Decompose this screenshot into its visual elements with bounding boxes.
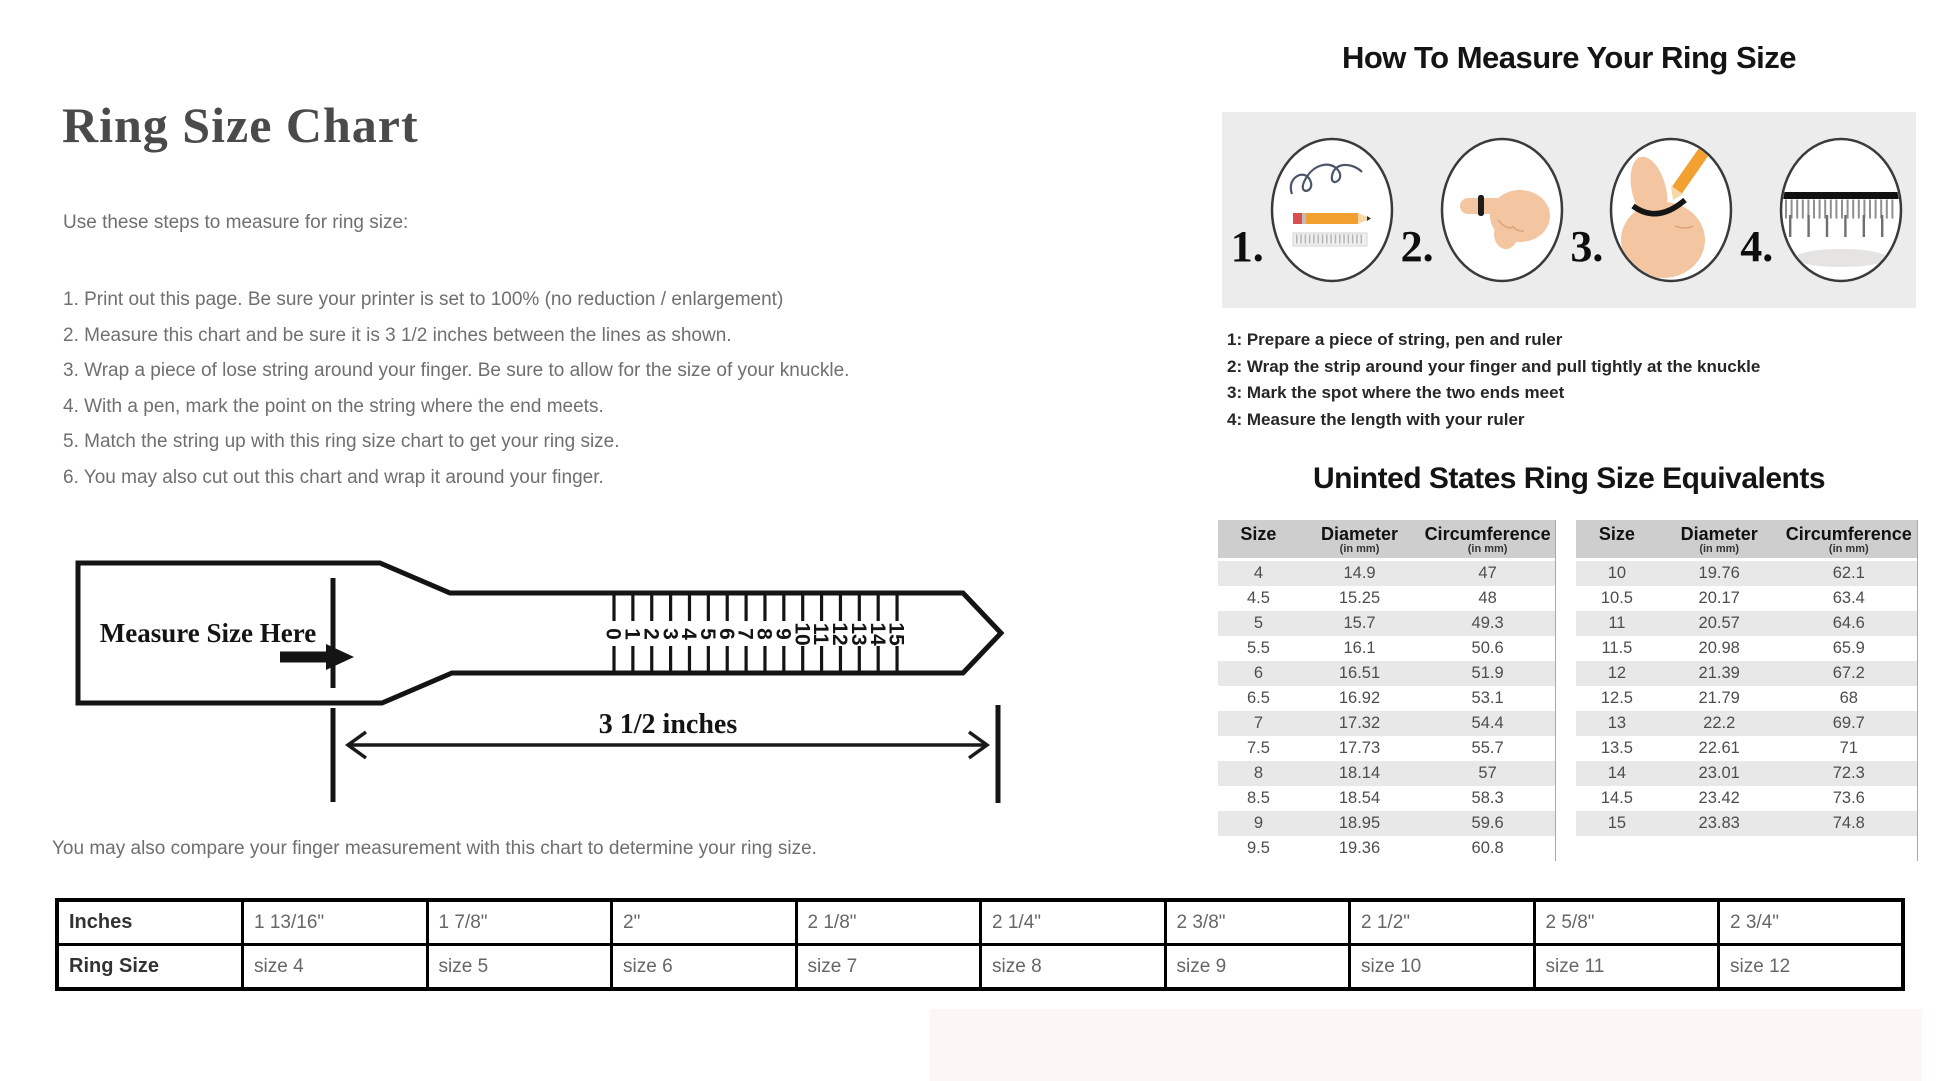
table-cell: 23.01 [1698,764,1740,782]
table-cell: 67.2 [1832,664,1865,682]
sizer-tick-number: 9 [771,628,795,640]
table-cell: 72.3 [1832,764,1865,782]
table-cell: 14 [1607,764,1627,782]
table-row [1218,661,1555,686]
measure-step: 1. Print out this page. Be sure your printer is set to 100% (no reduction / enlargement) [63,289,784,310]
table-row [1576,811,1917,836]
bottom-tint-strip [930,1009,1922,1081]
table-cell: 17.32 [1338,714,1381,732]
table-cell: 71 [1839,739,1858,757]
table-cell: 14.9 [1343,564,1376,582]
table-row [1218,811,1555,836]
table-cell: 17.73 [1338,739,1381,757]
inches-cell: 2" [612,900,797,945]
figure-step-1 [1231,134,1398,286]
sizer-tick-number: 14 [865,622,889,646]
diameter-unit-label: (in mm) [1339,543,1380,555]
table-cell: 51.9 [1471,664,1504,682]
table-row [1576,636,1917,661]
ring-size-cell: size 7 [796,945,981,990]
how-step: 3: Mark the spot where the two ends meet [1227,383,1565,402]
inches-row [57,900,1903,945]
table-cell: 57 [1478,764,1497,782]
table-cell: 18.54 [1338,789,1381,807]
table-cell: 14.5 [1600,789,1633,807]
table-cell: 5.5 [1246,639,1270,657]
sizer-tick-number: 15 [884,622,908,646]
table-cell: 20.57 [1698,614,1740,632]
table-cell: 12.5 [1600,689,1633,707]
how-step: 4: Measure the length with your ruler [1227,409,1525,429]
ring-size-row-label: Ring Size [57,945,243,990]
table-cell: 15.7 [1343,614,1376,632]
ring-sizer-diagram [60,545,1010,815]
table-cell: 62.1 [1832,564,1865,582]
table-cell: 49.3 [1471,614,1504,632]
empty-cell [1658,836,1781,861]
finger-string-icon [1436,134,1568,286]
string-pen-ruler-icon [1266,134,1398,286]
table-cell: 18.14 [1338,764,1381,782]
table-cell: 9 [1253,814,1264,832]
table-row [1218,736,1555,761]
table-cell: 68 [1839,689,1858,707]
sizer-tick-number: 8 [752,628,776,640]
table-cell: 15 [1607,814,1627,832]
equivalents-title: Uninted States Ring Size Equivalents [1312,462,1826,495]
table-cell: 22.2 [1703,714,1736,732]
ring-size-cell: size 11 [1534,945,1719,990]
table-row [1576,711,1917,736]
sizer-tick-number: 4 [677,628,701,640]
table-cell: 16.92 [1338,689,1381,707]
size-header: Size [1576,520,1658,561]
inches-cell: 2 5/8" [1534,900,1719,945]
table-cell: 21.39 [1698,664,1740,682]
inches-cell: 2 3/8" [1165,900,1350,945]
table-row [1576,736,1917,761]
how-to-measure-title: How To Measure Your Ring Size [1341,40,1796,75]
diameter-header-label: Diameter [1680,524,1758,544]
figure-number-2: 2. [1400,222,1434,271]
sizer-tick-number: 12 [828,622,852,646]
table-cell: 22.61 [1698,739,1740,757]
table-cell: 19.76 [1698,564,1740,582]
figure-step-4 [1740,134,1907,286]
table-cell: 16.1 [1343,639,1376,657]
intro-text: Use these steps to measure for ring size: [63,212,409,233]
ring-size-cell: size 4 [243,945,428,990]
figure-number-4: 4. [1740,222,1774,271]
table-cell: 13.5 [1600,739,1633,757]
circumference-header-label: Circumference [1424,524,1551,544]
inches-cell: 2 1/4" [981,900,1166,945]
table-cell: 73.6 [1832,789,1865,807]
table-cell: 50.6 [1471,639,1504,657]
how-to-figures-panel [1222,112,1916,308]
inches-row-label: Inches [57,900,243,945]
mark-string-icon [1605,134,1737,286]
sizer-tick-number: 6 [714,628,738,640]
table-cell: 6 [1253,664,1264,682]
measure-step: 5. Match the string up with this ring size chart to get your ring size. [63,431,620,453]
inches-cell: 1 7/8" [427,900,612,945]
how-step: 1: Prepare a piece of string, pen and ruler [1227,330,1563,349]
table-cell: 64.6 [1832,614,1865,632]
table-cell: 47 [1478,564,1497,582]
measure-step: 4. With a pen, mark the point on the string where the end meets. [63,395,604,417]
table-row [1218,786,1555,811]
table-cell: 21.79 [1698,689,1740,707]
table-cell: 10 [1607,564,1627,582]
sizer-tick-number: 10 [790,622,814,646]
ring-size-row [57,945,1903,990]
empty-cell [1576,836,1658,861]
empty-cell [1781,836,1917,861]
table-cell: 6.5 [1246,689,1270,707]
table-cell: 54.4 [1471,714,1504,732]
measure-step: 2. Measure this chart and be sure it is 3 1/2 inches between the lines as shown. [63,324,732,346]
sizer-tick-number: 0 [601,628,625,640]
figure-number-1: 1. [1230,222,1264,271]
sizer-tick-number: 7 [733,628,757,640]
how-step: 2: Wrap the strip around your finger and pull tightly at the knuckle [1227,356,1761,376]
table-cell: 11.5 [1601,639,1633,657]
table-row [1576,786,1917,811]
figure-number-3: 3. [1570,222,1604,271]
table-cell: 13 [1607,714,1627,732]
table-cell: 20.98 [1698,639,1740,657]
table-cell: 20.17 [1698,589,1740,607]
inches-cell: 2 1/2" [1350,900,1535,945]
table-cell: 23.83 [1698,814,1740,832]
compare-note: You may also compare your finger measurement with this chart to determine your ring size. [52,838,817,859]
diameter-header-label: Diameter [1321,524,1399,544]
table-cell: 16.51 [1338,664,1381,682]
span-width-label: 3 1/2 inches [598,709,738,740]
table-cell: 53.1 [1471,689,1504,707]
diameter-header [1299,520,1420,561]
diameter-header [1658,520,1781,561]
empty-row [1576,836,1917,861]
circumference-header-label: Circumference [1785,524,1912,544]
table-row [1576,761,1917,786]
table-cell: 7 [1253,714,1264,732]
table-cell: 4.5 [1246,589,1270,607]
equivalents-table-left [1218,520,1556,861]
measure-here-label: Measure Size Here [99,618,317,648]
table-cell: 9.5 [1246,839,1270,857]
ruler-measure-icon [1775,134,1907,286]
page-title: Ring Size Chart [62,97,419,153]
ring-size-cell: size 5 [427,945,612,990]
circumference-unit-label: (in mm) [1828,543,1869,555]
table-row [1576,686,1917,711]
table-cell: 18.95 [1338,814,1381,832]
measure-step: 3. Wrap a piece of lose string around your finger. Be sure to allow for the size of your knuckle. [63,360,850,382]
measure-step: 6. You may also cut out this chart and wrap it around your finger. [63,466,604,488]
table-cell: 65.9 [1832,639,1865,657]
ring-size-cell: size 6 [612,945,797,990]
table-cell: 58.3 [1471,789,1504,807]
inches-cell: 1 13/16" [243,900,428,945]
table-row [1218,711,1555,736]
table-row [1218,836,1555,861]
table-cell: 48 [1478,589,1497,607]
table-row [1218,636,1555,661]
table-cell: 55.7 [1471,739,1504,757]
table-cell: 15.25 [1338,589,1381,607]
table-cell: 12 [1607,664,1627,682]
table-cell: 11 [1608,614,1626,632]
table-cell: 59.6 [1471,814,1504,832]
inches-cell: 2 1/8" [796,900,981,945]
table-cell: 10.5 [1600,589,1633,607]
figure-step-2 [1401,134,1568,286]
table-cell: 7.5 [1246,739,1270,757]
inches-cell: 2 3/4" [1719,900,1904,945]
header-row [1576,520,1917,561]
ring-size-cell: size 12 [1719,945,1904,990]
sizer-tick-number: 2 [639,628,663,640]
table-row [1218,761,1555,786]
sizer-tick-number: 5 [696,628,719,640]
table-row [1576,611,1917,636]
table-row [1218,611,1555,636]
measure-steps-list [63,282,849,496]
diameter-unit-label: (in mm) [1699,543,1740,555]
table-row [1218,686,1555,711]
header-row [1218,520,1555,561]
sizer-tick-number: 11 [809,622,833,646]
table-row [1576,661,1917,686]
table-cell: 23.42 [1698,789,1740,807]
table-row [1576,561,1917,586]
sizer-tick-number: 1 [620,628,644,640]
ring-size-cell: size 10 [1350,945,1535,990]
inch-to-ring-size-table [55,898,1905,991]
how-steps-list [1227,327,1760,433]
table-cell: 4 [1253,564,1264,582]
table-cell: 69.7 [1832,714,1865,732]
table-cell: 60.8 [1471,839,1504,857]
table-cell: 74.8 [1832,814,1865,832]
table-row [1218,586,1555,611]
circumference-unit-label: (in mm) [1467,543,1508,555]
sizer-tick-number: 13 [846,622,870,646]
size-header: Size [1218,520,1299,561]
table-cell: 5 [1253,614,1264,632]
ring-size-cell: size 8 [981,945,1166,990]
ring-size-cell: size 9 [1165,945,1350,990]
table-cell: 8.5 [1246,789,1270,807]
table-cell: 19.36 [1338,839,1381,857]
figure-step-3 [1570,134,1737,286]
circumference-header [1781,520,1917,561]
circumference-header [1420,520,1555,561]
table-cell: 8 [1253,764,1264,782]
table-row [1218,561,1555,586]
equivalents-table-right [1576,520,1918,861]
table-row [1576,586,1917,611]
table-cell: 63.4 [1832,589,1865,607]
sizer-tick-number: 3 [658,628,682,640]
